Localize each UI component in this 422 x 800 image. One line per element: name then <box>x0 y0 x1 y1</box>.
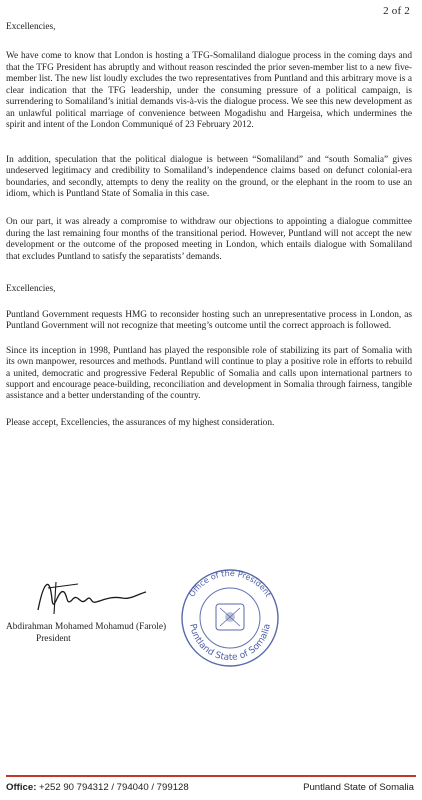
seal-text-top: Office of the President <box>187 568 273 599</box>
svg-text:Puntland State of Somalia <box>187 623 273 663</box>
signer-title: President <box>36 634 71 644</box>
signer-name: Abdirahman Mohamed Mohamud (Farole) <box>6 622 167 632</box>
paragraph-4: Puntland Government requests HMG to reconsider hosting such an unrepresentative process in London, as Puntland Government will not recognize that meeting’s outcome until the correct approach is followed. <box>6 309 412 332</box>
footer-phones: +252 90 794312 / 794040 / 799128 <box>36 781 189 793</box>
paragraph-2: In addition, speculation that the political dialogue is between “Somaliland” and “south Somalia” gives undeserved legitimacy and credibility to Somaliland’s independence claims based on defunct colonial-era boundaries, and secondly, attempts to deny the reality on the ground, or the elephant in the room to use an idiom, which is Puntland State of Somalia in this case. <box>6 154 412 199</box>
svg-text:Office of the President <box>187 569 272 599</box>
footer-organization: Puntland State of Somalia <box>303 781 414 793</box>
signature-block <box>0 560 422 680</box>
salutation-2: Excellencies, <box>6 284 56 295</box>
page-number: 2 of 2 <box>383 5 410 17</box>
paragraph-5: Since its inception in 1998, Puntland has played the responsible role of stabilizing its part of Somalia with its own manpower, resources and methods. Puntland will continue to play a positive role in efforts to rebuild a united, democratic and progressive Federal Republic of Somalia and calls upon international partners to support and encourage peace-building, reconciliation and development in Somalia through fairness, tangible assistance and a better understanding of the country. <box>6 345 412 402</box>
salutation: Excellencies, <box>6 22 56 32</box>
letter-footer <box>6 780 414 794</box>
letter-body <box>6 22 412 429</box>
footer-contact <box>6 782 189 793</box>
footer-divider <box>6 775 416 777</box>
handwritten-signature <box>30 570 150 620</box>
paragraph-3: On our part, it was already a compromise to withdraw our objections to appointing a dialogue committee during the last remaining four months of the transitional period. However, Puntland will not accept the new development or the outcome of the proposed meeting in London, which entails dialogue with Somaliland that excludes Puntland to satisfy the separatists’ demands. <box>6 217 412 262</box>
paragraph-1: We have come to know that London is hosting a TFG-Somaliland dialogue process in the coming days and that the TFG President has abruptly and without reason rescinded the prior seven-member list to a new five-member list. The new list loudly excludes the two representatives from Puntland and this arbitrary move is a clear indication that the TFG leadership, under the consuming pressure of a political campaign, is surrendering to Somaliland’s initial demands vis-à-vis the dialogue process. We see this new development as an unlawful political marriage of convenience between Mogadishu and Hargeisa, which undermines the spirit and intent of the London Communiqué of 23 February 2012. <box>6 51 412 131</box>
footer-office-label: Office: <box>6 781 37 793</box>
closing-line: Please accept, Excellencies, the assurances of my highest consideration. <box>6 417 275 428</box>
official-seal <box>170 560 290 670</box>
seal-text-bottom: Puntland State of Somalia <box>187 623 273 664</box>
